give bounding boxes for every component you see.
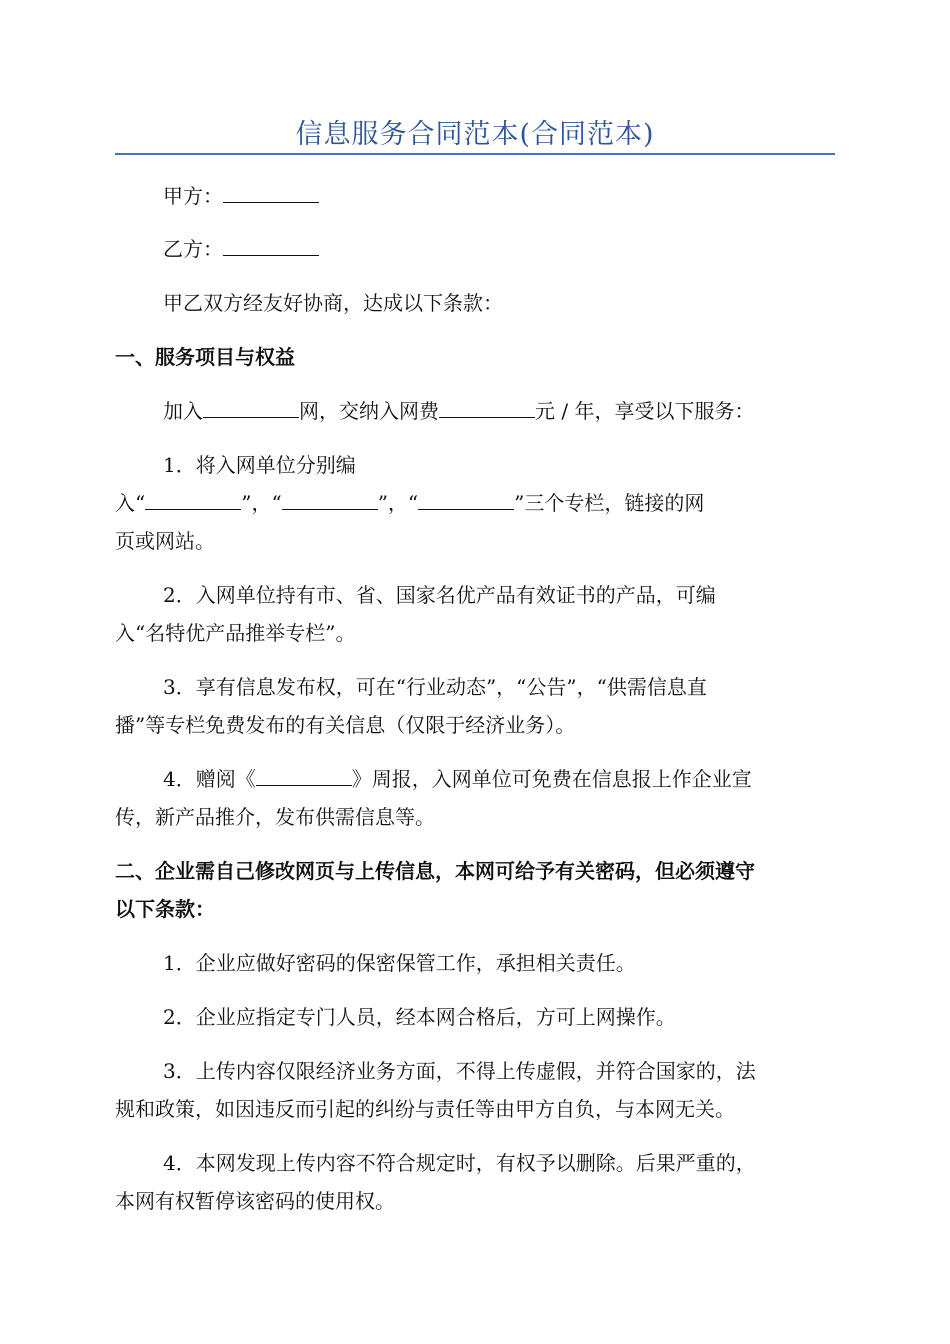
- item-4-line-1: [115, 760, 835, 798]
- clause-1: 1．企业应做好密码的保密保管工作，承担相关责任。: [163, 951, 636, 975]
- item-1-text-b: ”，“: [241, 491, 282, 515]
- lead-text-a: 加入: [163, 399, 203, 423]
- party-a-blank: [223, 184, 319, 203]
- item-2-line-2: 入“名特优产品推举专栏”。: [115, 621, 356, 645]
- document-title: 信息服务合同范本(合同范本): [295, 119, 655, 150]
- intro-paragraph: 甲乙双方经友好协商，达成以下条款：: [163, 291, 503, 315]
- section-2-heading-line-2: 以下条款：: [115, 897, 215, 921]
- clause-4-line-1: 4．本网发现上传内容不符合规定时，有权予以删除。后果严重的，: [163, 1151, 756, 1175]
- section-2-heading-line-1: 二、企业需自己修改网页与上传信息，本网可给予有关密码，但必须遵守: [115, 859, 755, 883]
- clause-3-line-2: 规和政策，如因违反而引起的纠纷与责任等由甲方自负，与本网无关。: [115, 1097, 735, 1121]
- item-4-text-b: 》周报，入网单位可免费在信息报上作企业宣: [351, 767, 752, 791]
- item-1-text-a: 入“: [115, 491, 146, 515]
- item-3-line-2: 播”等专栏免费发布的有关信息（仅限于经济业务）。: [115, 713, 576, 737]
- item-2-line-1: 2．入网单位持有市、省、国家名优产品有效证书的产品，可编: [163, 583, 716, 607]
- party-a-label: 甲方：: [163, 184, 223, 208]
- lead-text-c: 元 / 年，享受以下服务：: [535, 399, 755, 423]
- item-1-line-3: 页或网站。: [115, 529, 215, 553]
- fee-blank: [439, 399, 535, 418]
- section-1-lead: [115, 392, 835, 430]
- item-1-line-1: 1．将入网单位分别编: [163, 453, 356, 477]
- item-4-text-a: 4．赠阅《: [163, 767, 256, 791]
- party-b-line: [115, 230, 835, 268]
- lead-text-b: 网，交纳入网费: [299, 399, 439, 423]
- item-3-line-1: 3．享有信息发布权，可在“行业动态”，“公告”，“供需信息直: [163, 675, 707, 699]
- section-1-heading: 一、服务项目与权益: [115, 345, 295, 369]
- column-1-blank: [145, 491, 241, 510]
- item-1-text-d: ”三个专栏，链接的网: [514, 491, 705, 515]
- column-3-blank: [418, 491, 514, 510]
- clause-3-line-1: 3．上传内容仅限经济业务方面，不得上传虚假，并符合国家的，法: [163, 1059, 756, 1083]
- clause-2: 2．企业应指定专门人员，经本网合格后，方可上网操作。: [163, 1005, 676, 1029]
- network-name-blank: [203, 399, 299, 418]
- item-1-text-c: ”，“: [377, 491, 419, 515]
- clause-4-line-2: 本网有权暂停该密码的使用权。: [115, 1189, 395, 1213]
- party-b-blank: [223, 237, 319, 256]
- newspaper-name-blank: [256, 767, 352, 786]
- item-1-line-2: [115, 484, 835, 522]
- item-4-line-2: 传，新产品推介，发布供需信息等。: [115, 805, 435, 829]
- column-2-blank: [282, 491, 378, 510]
- party-b-label: 乙方：: [163, 237, 223, 261]
- party-a-line: [115, 177, 835, 215]
- title-underline: [115, 153, 835, 155]
